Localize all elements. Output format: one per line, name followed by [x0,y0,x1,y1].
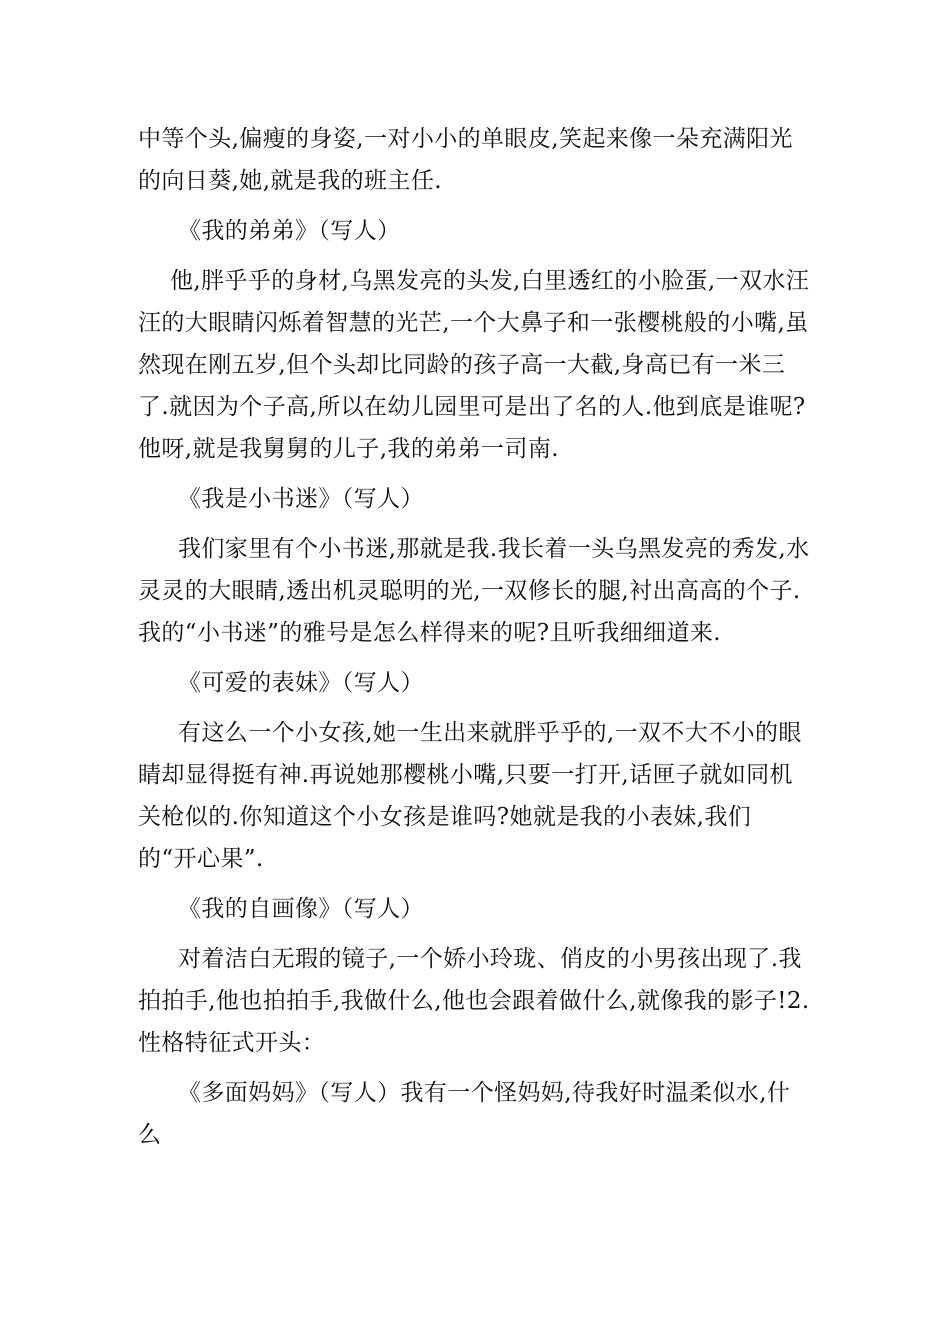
paragraph-cousin: 有这么一个小女孩,她一生出来就胖乎乎的,一双不大不小的眼睛却显得挺有神.再说她那樱桃小嘴,只要一打开,话匣子就如同机关枪似的.你知道这个小女孩是谁吗?她就是我的小表妹,我们的“开心果”. [138,720,802,872]
paragraph-head-teacher: 中等个头,偏瘦的身姿,一对小小的单眼皮,笑起来像一朵充满阳光的向日葵,她,就是我的班主任. [138,126,793,194]
paragraph-multifaceted-mom: 《多面妈妈》（写人）我有一个怪妈妈,待我好时温柔似水,什么 [138,1080,791,1148]
section-title-bookworm: 《我是小书迷》（写人） [178,486,424,512]
paragraph-my-brother: 他,胖乎乎的身材,乌黑发亮的头发,白里透红的小脸蛋,一双水汪汪的大眼睛闪烁着智慧的光芒,一个大鼻子和一张樱桃般的小嘴,虽然现在刚五岁,但个头却比同龄的孩子高一大截,身高已有一米三了.就因为个子高,所以在幼儿园里可是出了名的人.他到底是谁呢?他呀,就是我舅舅的儿子,我的弟弟一司南. [138,268,810,462]
paragraph-self-portrait: 对着洁白无瑕的镜子,一个娇小玲珑、俏皮的小男孩出现了.我拍拍手,他也拍拍手,我做什么,他也会跟着做什么,就像我的影子!2. 性格特征式开头： [138,946,810,1056]
document-body [138,118,810,1164]
paragraph-bookworm: 我们家里有个小书迷,那就是我.我长着一头乌黑发亮的秀发,水灵灵的大眼睛,透出机灵聪明的光,一双修长的腿,衬出高高的个子.我的“小书迷”的雅号是怎么样得来的呢?且听我细细道来. [138,536,810,646]
section-title-cousin: 《可爱的表妹》（写人） [178,670,424,696]
section-title-self-portrait: 《我的自画像》（写人） [178,896,424,922]
section-title-my-brother: 《我的弟弟》（写人） [178,218,401,244]
